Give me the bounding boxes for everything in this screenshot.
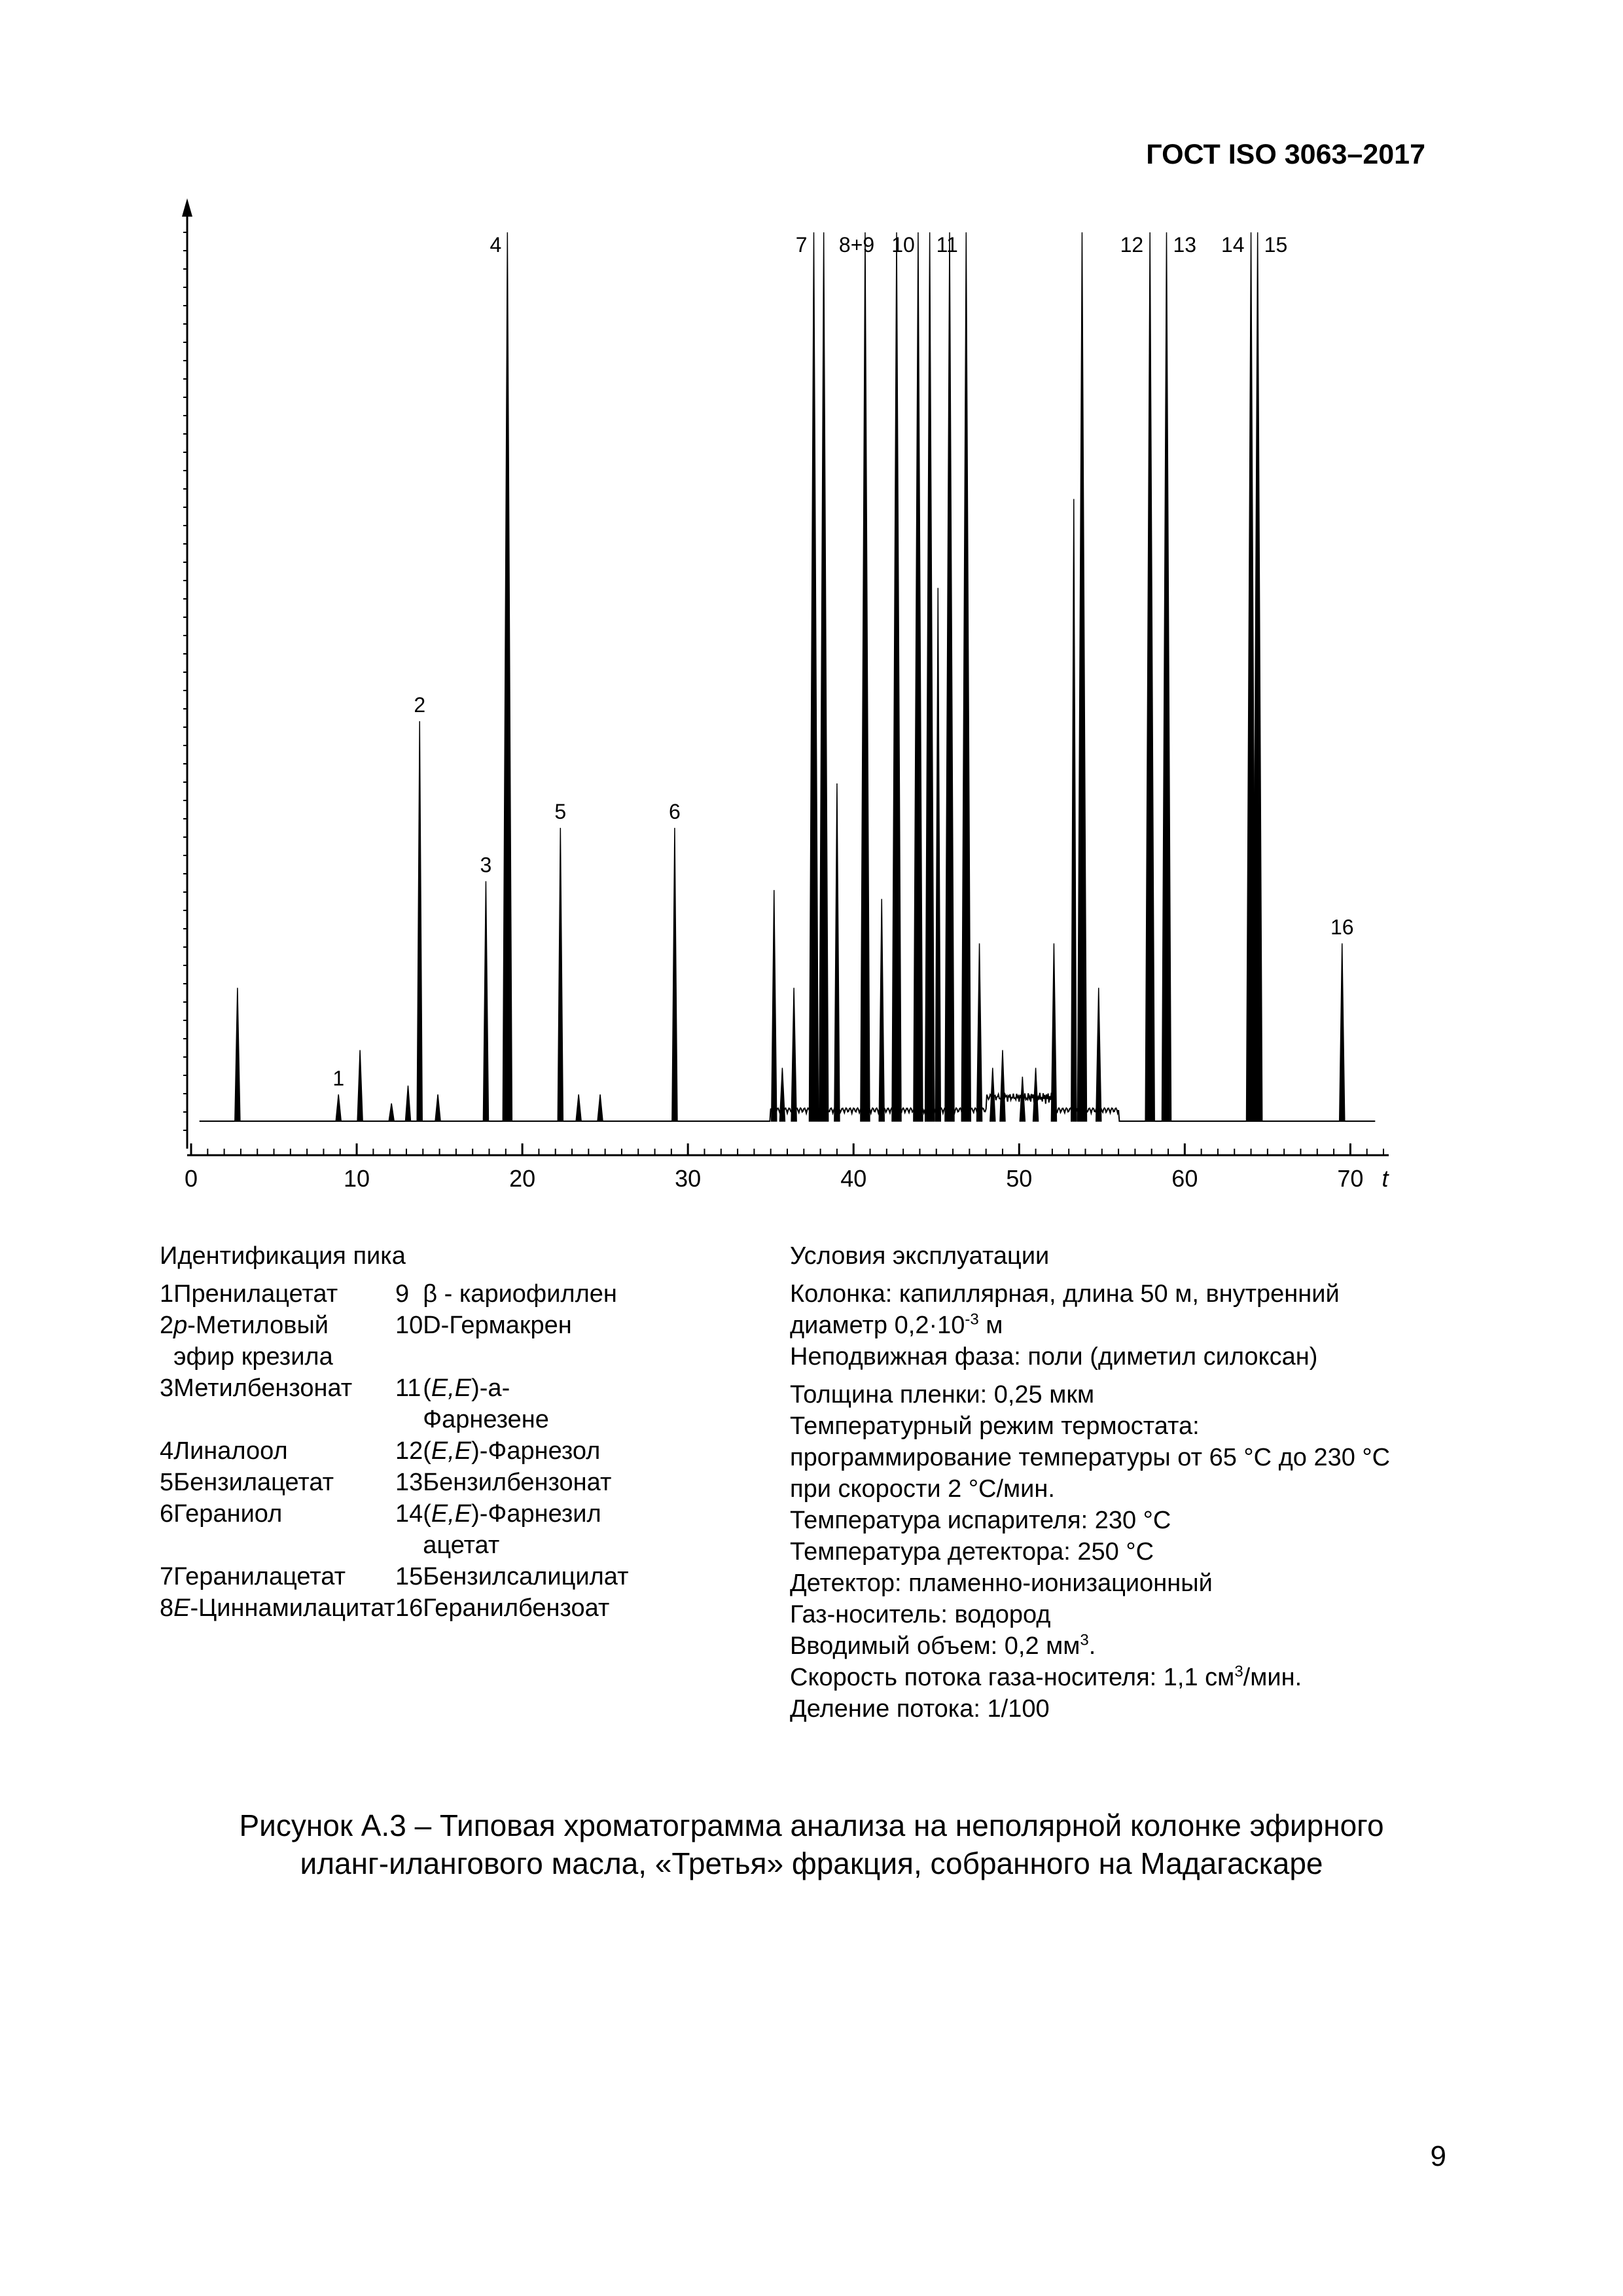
condition-line: диаметр $0,2\cdot 10^{-3}$ м	[790, 1310, 1003, 1339]
condition-line: Вводимый объем: 0,2 $мм^3$.	[790, 1631, 1096, 1660]
condition-line: Температурный режим термостата:	[790, 1412, 1200, 1440]
peak-id-row	[160, 1435, 629, 1467]
peak-number: 6	[160, 1500, 174, 1528]
chromatogram-peak	[558, 828, 563, 1121]
x-axis-label: t	[1382, 1165, 1389, 1192]
peak-id-row	[160, 1372, 629, 1435]
peak-label: 2	[414, 692, 426, 717]
chromatogram-trace	[200, 232, 1376, 1121]
peak-number: 10	[395, 1312, 423, 1339]
x-tick-label: 20	[509, 1165, 536, 1192]
peak-id-row	[160, 1467, 629, 1498]
condition-line: при скорости 2 °С/мин.	[790, 1475, 1055, 1503]
compound-name: p-Метиловый эфир крезила	[173, 1312, 333, 1371]
chromatogram-peak	[809, 232, 818, 1121]
peak-label: 6	[669, 799, 681, 823]
chart-axes	[182, 198, 1389, 1155]
chromatogram-peak	[925, 232, 935, 1121]
condition-line: Детектор: пламенно-ионизационный	[790, 1570, 1213, 1597]
chromatogram-chart	[164, 193, 1440, 1217]
chromatogram-peak	[576, 1094, 581, 1121]
peak-id-row	[160, 1498, 629, 1561]
compound-name: β - кариофиллен	[423, 1280, 617, 1308]
peak-id-row	[160, 1561, 629, 1592]
chromatogram-peak	[406, 1086, 411, 1121]
chromatogram-peak	[672, 828, 677, 1121]
condition-line: Толщина пленки: 0,25 мкм	[790, 1381, 1095, 1408]
condition-line: программирование температуры от 65 °С до 230 °С	[790, 1444, 1391, 1471]
peak-label: 7	[795, 233, 808, 257]
chromatogram-peak	[1340, 943, 1345, 1121]
compound-name: E-Циннамилацитат	[173, 1594, 395, 1622]
chromatogram-peak	[861, 232, 870, 1121]
figure-caption	[0, 1806, 1623, 1882]
chromatogram-peak	[879, 899, 884, 1122]
x-tick-label: 40	[840, 1165, 867, 1192]
chromatogram-peak	[819, 232, 829, 1121]
chromatogram-peak	[336, 1094, 341, 1121]
peak-number: 9	[395, 1280, 410, 1308]
chromatogram-peak	[914, 232, 923, 1121]
x-tick-label: 60	[1171, 1165, 1198, 1192]
peak-id-row	[160, 1278, 629, 1310]
peak-label: 15	[1264, 233, 1288, 257]
condition-line: Скорость потока газа-носителя: 1,1 $см^3$/мин.	[790, 1662, 1302, 1691]
compound-name: Пренилацетат	[173, 1280, 338, 1308]
x-tick-label: 0	[184, 1165, 198, 1192]
chromatogram-peak	[1253, 232, 1262, 1121]
peak-id-row	[160, 1592, 629, 1624]
chromatogram-peak	[791, 988, 796, 1121]
condition-line: Температура испарителя: 230 °С	[790, 1507, 1171, 1534]
compound-name: Гераниол	[173, 1500, 283, 1528]
peak-label: 14	[1221, 233, 1245, 257]
page-number: 9	[1430, 2140, 1446, 2172]
peak-id-row	[160, 1310, 629, 1372]
operating-conditions-list	[790, 1278, 1471, 1725]
peak-label: 4	[490, 233, 502, 257]
peak-number: 8	[160, 1594, 174, 1622]
chromatogram-peak	[1096, 988, 1101, 1121]
chromatogram-peak	[597, 1094, 603, 1121]
peak-number: 15	[395, 1563, 423, 1590]
peak-number: 5	[160, 1469, 174, 1496]
compound-name: Метилбензонат	[173, 1374, 353, 1402]
peak-identification-table	[160, 1278, 629, 1624]
chromatogram-peak	[1071, 499, 1077, 1121]
peak-number: 13	[395, 1469, 423, 1496]
caption-line-1: Рисунок А.3 – Типовая хроматограмма анализа на неполярной колонке эфирного	[239, 1808, 1384, 1842]
condition-line: Неподвижная фаза: поли (диметил силоксан)	[790, 1343, 1318, 1371]
peak-label: 3	[480, 853, 492, 877]
chromatogram-peak	[977, 943, 982, 1121]
y-axis-arrow	[182, 198, 192, 217]
peak-number: 12	[395, 1437, 423, 1465]
peak-number: 7	[160, 1563, 174, 1590]
baseline-trace	[200, 1093, 1376, 1121]
chromatogram-peak	[1033, 1068, 1039, 1121]
chromatogram-peak	[389, 1103, 394, 1121]
peak-number: 16	[395, 1594, 423, 1622]
peak-label: 12	[1120, 233, 1144, 257]
peak-number: 11	[395, 1374, 421, 1402]
compound-name: (E,E)-а-Фарнезене	[423, 1374, 549, 1433]
x-tick-label: 10	[344, 1165, 370, 1192]
peak-number: 1	[160, 1280, 174, 1308]
chromatogram-peak	[1051, 943, 1056, 1121]
compound-name: D-Гермакрен	[423, 1312, 572, 1339]
peak-label: 16	[1330, 915, 1354, 939]
condition-line: Колонка: капиллярная, длина 50 м, внутренний	[790, 1280, 1340, 1308]
chromatogram-peak	[779, 1068, 785, 1121]
chromatogram-peak	[935, 588, 940, 1121]
chromatogram-peak	[945, 232, 954, 1121]
condition-line: Деление потока: 1/100	[790, 1695, 1050, 1723]
chromatogram-peak	[892, 232, 901, 1121]
compound-name: Бензилацетат	[173, 1469, 334, 1496]
chromatogram-peak	[1162, 232, 1171, 1121]
chromatogram-peak	[357, 1050, 363, 1121]
peak-number: 4	[160, 1437, 174, 1465]
operating-conditions-title: Условия эксплуатации	[790, 1242, 1050, 1270]
chromatogram-peak	[435, 1094, 440, 1121]
x-tick-label: 50	[1006, 1165, 1033, 1192]
peak-number: 3	[160, 1374, 174, 1402]
x-tick-label: 70	[1337, 1165, 1364, 1192]
peak-number: 14	[395, 1500, 423, 1528]
chromatogram-peak	[417, 721, 422, 1121]
chromatogram-peak	[772, 890, 777, 1121]
chromatogram-peak	[961, 232, 971, 1121]
x-tick-label: 30	[675, 1165, 702, 1192]
chromatogram-peak	[1077, 232, 1086, 1121]
chromatogram-peak	[503, 232, 512, 1121]
peak-identification-title: Идентификация пика	[160, 1242, 406, 1270]
condition-line: Температура детектора: 250 °С	[790, 1538, 1154, 1566]
compound-name: (E,E)-Фарнезол	[423, 1437, 601, 1465]
chromatogram-peak	[1000, 1050, 1005, 1121]
document-standard-header: ГОСТ ISO 3063–2017	[1146, 139, 1425, 170]
peak-label: 11	[936, 233, 958, 257]
compound-name: Бензилбензонат	[423, 1469, 612, 1496]
chromatogram-peak	[834, 783, 840, 1121]
peak-label: 5	[554, 799, 567, 823]
compound-name: Геранилацетат	[173, 1563, 346, 1590]
chromatogram-peak	[483, 881, 488, 1121]
caption-line-2: иланг-илангового масла, «Третья» фракция, собранного на Мадагаскаре	[300, 1846, 1323, 1880]
peak-number: 2	[160, 1312, 174, 1339]
chromatogram-peak	[1145, 232, 1154, 1121]
compound-name: Линалоол	[173, 1437, 288, 1465]
peak-label: 1	[332, 1066, 345, 1090]
chromatogram-peak	[235, 988, 240, 1121]
peak-label: 13	[1173, 233, 1197, 257]
compound-name: (E,E)-Фарнезил ацетат	[423, 1500, 601, 1559]
peak-label: 8+9	[838, 233, 875, 257]
compound-name: Геранилбензоат	[423, 1594, 610, 1622]
peak-label: 10	[891, 233, 915, 257]
compound-name: Бензилсалицилат	[423, 1563, 629, 1590]
condition-line: Газ-носитель: водород	[790, 1601, 1051, 1628]
